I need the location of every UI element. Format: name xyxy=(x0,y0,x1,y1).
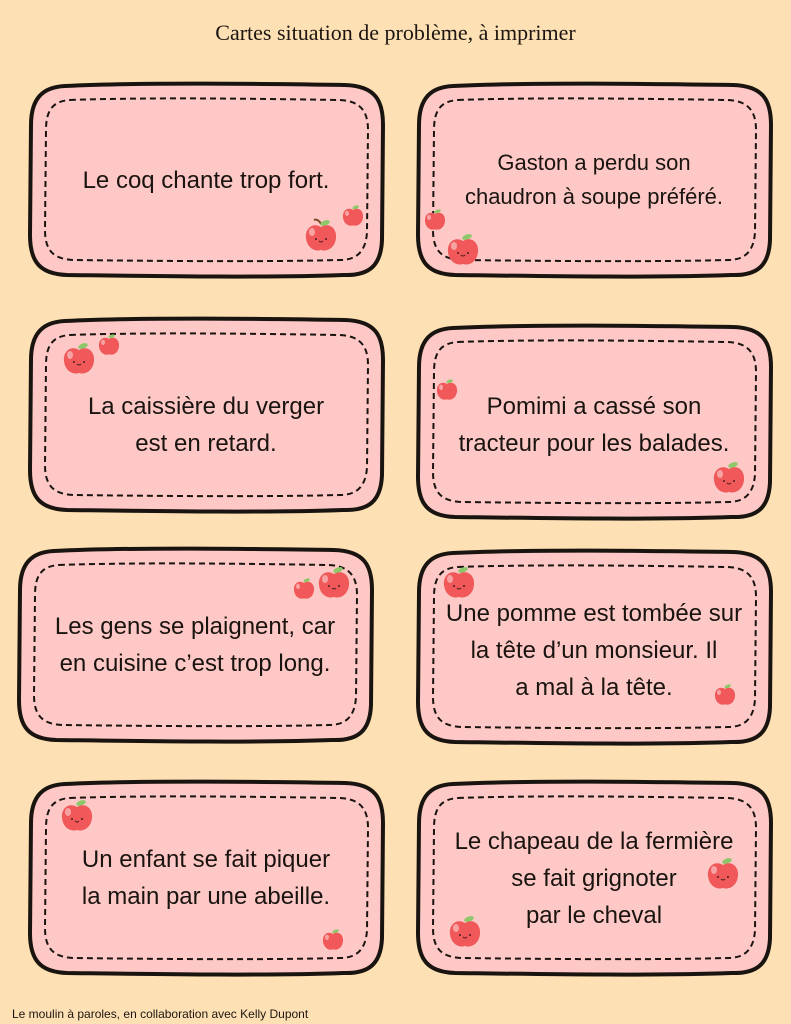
problem-card-6 xyxy=(413,547,775,747)
card-line: Une pomme est tombée sur xyxy=(445,599,743,627)
apple-icon xyxy=(97,333,121,357)
card-line: Le chapeau de la fermière xyxy=(454,827,734,855)
apple-icon xyxy=(435,378,459,402)
card-line: en cuisine c’est trop long. xyxy=(59,650,331,677)
apple-icon xyxy=(447,914,483,950)
card-text xyxy=(435,322,753,522)
problem-card-2 xyxy=(413,80,775,280)
apple-icon xyxy=(303,218,339,254)
card-line: Gaston a perdu son xyxy=(497,150,691,175)
apple-icon xyxy=(341,204,365,228)
apple-icon xyxy=(713,683,737,707)
card-line: La caissière du verger xyxy=(87,393,325,420)
apple-icon xyxy=(445,232,481,268)
apple-icon xyxy=(423,208,447,232)
card-text xyxy=(28,545,362,745)
card-line: Les gens se plaignent, car xyxy=(54,613,336,640)
card-line: la tête d’un monsieur. Il xyxy=(470,636,718,664)
card-line: Un enfant se fait piquer xyxy=(81,846,331,873)
card-line: par le cheval xyxy=(525,901,663,929)
problem-card-3 xyxy=(25,315,387,515)
card-line: a mal à la tête. xyxy=(515,673,673,701)
apple-icon xyxy=(321,928,345,952)
card-line: se fait grignoter xyxy=(511,864,677,892)
apple-icon xyxy=(441,565,477,601)
apple-icon xyxy=(292,577,316,601)
apple-icon xyxy=(705,856,741,892)
card-line: la main par une abeille. xyxy=(81,883,331,910)
card-line: Pomimi a cassé son xyxy=(486,393,702,420)
problem-card-4 xyxy=(413,322,775,522)
footer-credit: Le moulin à paroles, en collaboration avec Kelly Dupont xyxy=(12,1007,309,1021)
card-line: est en retard. xyxy=(135,430,277,457)
apple-icon xyxy=(59,798,95,834)
card-line: tracteur pour les balades. xyxy=(458,430,730,457)
page-title: Cartes situation de problème, à imprimer xyxy=(215,20,576,45)
apple-icon xyxy=(61,341,97,377)
card-line: chaudron à soupe préféré. xyxy=(464,184,724,209)
card-text xyxy=(435,80,753,280)
problem-card-7 xyxy=(25,778,387,978)
card-line: Le coq chante trop fort. xyxy=(82,166,330,194)
apple-icon xyxy=(711,460,747,496)
apple-icon xyxy=(316,565,352,601)
problem-card-5 xyxy=(14,545,376,745)
problem-card-1 xyxy=(25,80,387,280)
problem-card-8 xyxy=(413,778,775,978)
